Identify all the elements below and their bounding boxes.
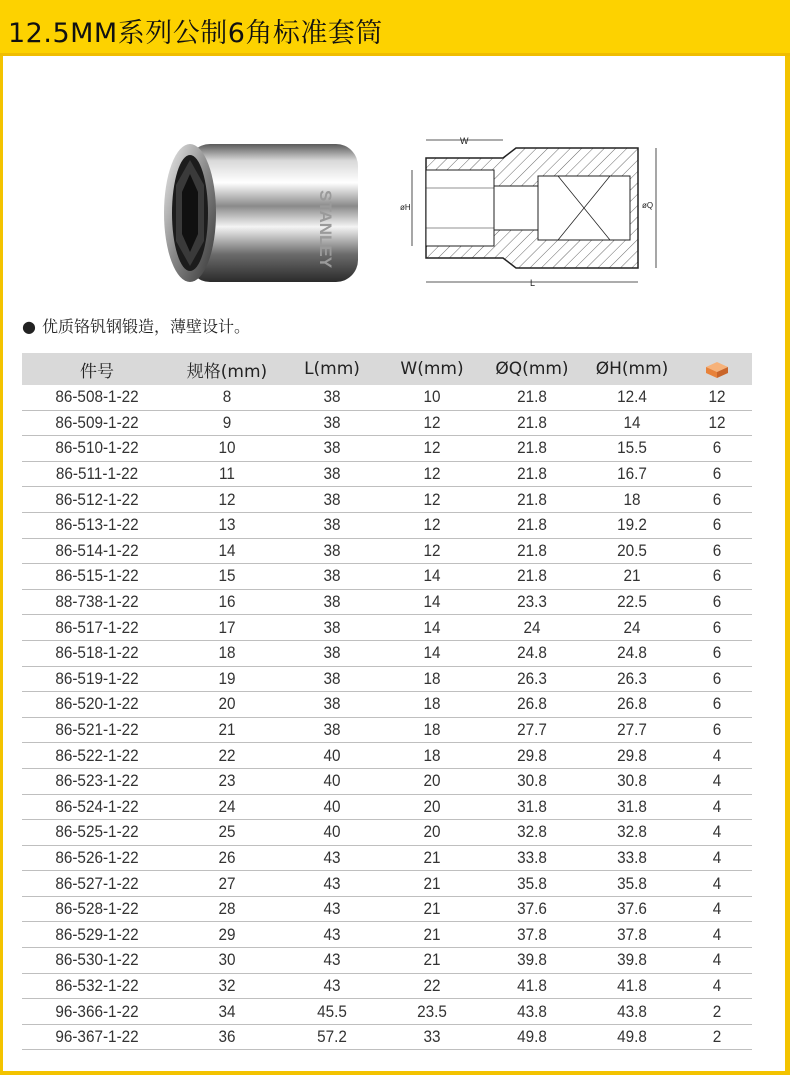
table-row [22,410,752,436]
cell-size: 12 [178,487,277,513]
cell-size: 25 [178,820,277,846]
cell-size: 13 [178,512,277,538]
cell-length: 38 [287,538,377,564]
cell-length: 38 [287,385,377,410]
cell-head-diameter: 14 [587,410,677,436]
table-row [22,512,752,538]
cell-part-number: 86-512-1-22 [30,487,165,513]
cell-package-qty: 2 [686,999,749,1025]
page-title: 12.5MM系列公制6角标准套筒 [8,18,383,49]
cell-width: 12 [387,410,477,436]
cell-size: 26 [178,845,277,871]
bottom-frame-border [0,1071,790,1075]
cell-size: 23 [178,768,277,794]
cell-outer-diameter: 23.3 [487,589,577,615]
cell-part-number: 86-520-1-22 [30,692,165,718]
cell-head-diameter: 16.7 [587,461,677,487]
table-row [22,615,752,641]
cell-width: 20 [387,820,477,846]
cell-package-qty: 12 [686,410,749,436]
cell-size: 11 [178,461,277,487]
cell-size: 32 [178,973,277,999]
cell-outer-diameter: 43.8 [487,999,577,1025]
table-row [22,487,752,513]
cell-package-qty: 4 [686,794,749,820]
cell-package-qty: 6 [686,640,749,666]
cell-head-diameter: 33.8 [587,845,677,871]
cell-part-number: 86-522-1-22 [30,743,165,769]
cell-package-qty: 4 [686,845,749,871]
cell-head-diameter: 41.8 [587,973,677,999]
cell-package-qty: 6 [686,717,749,743]
cell-size: 16 [178,589,277,615]
cell-size: 17 [178,615,277,641]
cell-size: 22 [178,743,277,769]
cell-length: 38 [287,410,377,436]
cell-outer-diameter: 49.8 [487,1024,577,1050]
cell-length: 43 [287,871,377,897]
cell-size: 8 [178,385,277,410]
cell-part-number: 86-519-1-22 [30,666,165,692]
cell-part-number: 86-517-1-22 [30,615,165,641]
table-row [22,692,752,718]
cell-part-number: 86-515-1-22 [30,564,165,590]
cell-outer-diameter: 21.8 [487,538,577,564]
cell-length: 45.5 [287,999,377,1025]
cell-package-qty: 6 [686,538,749,564]
cell-part-number: 86-528-1-22 [30,896,165,922]
cell-width: 14 [387,564,477,590]
cell-part-number: 86-523-1-22 [30,768,165,794]
cell-width: 12 [387,538,477,564]
cell-package-qty: 4 [686,896,749,922]
header-width: W(mm) [382,353,482,385]
cell-width: 20 [387,768,477,794]
cell-size: 24 [178,794,277,820]
left-frame-border [0,0,3,1075]
cell-length: 40 [287,820,377,846]
cell-width: 18 [387,666,477,692]
header-size: 规格(mm) [172,353,282,385]
cell-size: 28 [178,896,277,922]
table-row [22,896,752,922]
cell-head-diameter: 31.8 [587,794,677,820]
table-row [22,717,752,743]
cell-part-number: 96-366-1-22 [30,999,165,1025]
cell-head-diameter: 43.8 [587,999,677,1025]
cell-head-diameter: 20.5 [587,538,677,564]
cell-part-number: 86-527-1-22 [30,871,165,897]
cell-package-qty: 4 [686,922,749,948]
table-row [22,564,752,590]
table-row [22,845,752,871]
cell-length: 38 [287,692,377,718]
cell-outer-diameter: 33.8 [487,845,577,871]
cell-part-number: 86-532-1-22 [30,973,165,999]
dim-label-q: øQ [642,201,654,210]
cell-length: 43 [287,922,377,948]
cell-width: 10 [387,385,477,410]
cell-length: 43 [287,973,377,999]
cell-package-qty: 4 [686,820,749,846]
cell-package-qty: 4 [686,743,749,769]
photo-brand-text: STANLEY [316,190,335,269]
cell-size: 10 [178,436,277,462]
dim-label-h: øH [400,203,411,212]
cell-length: 38 [287,589,377,615]
cell-outer-diameter: 21.8 [487,410,577,436]
cell-length: 43 [287,948,377,974]
cell-head-diameter: 29.8 [587,743,677,769]
header-package-qty [682,353,752,385]
feature-line [22,314,250,337]
table-row [22,922,752,948]
cell-width: 21 [387,948,477,974]
cell-width: 12 [387,461,477,487]
cell-head-diameter: 49.8 [587,1024,677,1050]
table-row [22,948,752,974]
cell-length: 43 [287,845,377,871]
cell-length: 38 [287,564,377,590]
cell-width: 18 [387,743,477,769]
cell-head-diameter: 24.8 [587,640,677,666]
bullet-icon: ● [22,317,36,336]
cell-width: 23.5 [387,999,477,1025]
cell-outer-diameter: 24.8 [487,640,577,666]
table-row [22,589,752,615]
cell-width: 18 [387,692,477,718]
cell-head-diameter: 19.2 [587,512,677,538]
header-head-diameter: ØH(mm) [582,353,682,385]
cell-outer-diameter: 27.7 [487,717,577,743]
cell-outer-diameter: 29.8 [487,743,577,769]
cell-package-qty: 4 [686,973,749,999]
cell-package-qty: 6 [686,461,749,487]
cell-length: 40 [287,743,377,769]
cell-width: 33 [387,1024,477,1050]
cell-length: 40 [287,794,377,820]
spec-table [22,353,752,1050]
cell-size: 19 [178,666,277,692]
cell-package-qty: 6 [686,666,749,692]
socket-photo [160,130,380,295]
cell-part-number: 86-508-1-22 [30,385,165,410]
cell-width: 21 [387,871,477,897]
cell-width: 14 [387,615,477,641]
cell-package-qty: 6 [686,615,749,641]
table-header-row [22,353,752,385]
cell-part-number: 86-509-1-22 [30,410,165,436]
cell-width: 14 [387,589,477,615]
cell-width: 22 [387,973,477,999]
cell-head-diameter: 15.5 [587,436,677,462]
table-row [22,666,752,692]
table-row [22,820,752,846]
cell-head-diameter: 37.8 [587,922,677,948]
cell-length: 38 [287,487,377,513]
cell-package-qty: 4 [686,768,749,794]
cell-size: 29 [178,922,277,948]
cell-outer-diameter: 26.8 [487,692,577,718]
table-row [22,999,752,1025]
table-row [22,1024,752,1050]
header-part-number: 件号 [22,353,172,385]
cell-head-diameter: 26.8 [587,692,677,718]
cell-outer-diameter: 32.8 [487,820,577,846]
cell-part-number: 86-511-1-22 [30,461,165,487]
cell-width: 21 [387,845,477,871]
cell-width: 12 [387,487,477,513]
table-row [22,461,752,487]
cell-outer-diameter: 31.8 [487,794,577,820]
cell-outer-diameter: 21.8 [487,564,577,590]
cell-length: 38 [287,436,377,462]
cell-outer-diameter: 26.3 [487,666,577,692]
cell-outer-diameter: 41.8 [487,973,577,999]
dim-label-l: L [530,278,536,288]
table-row [22,794,752,820]
cell-length: 43 [287,896,377,922]
header-length: L(mm) [282,353,382,385]
cell-width: 12 [387,436,477,462]
cell-package-qty: 6 [686,589,749,615]
cell-head-diameter: 35.8 [587,871,677,897]
cell-head-diameter: 26.3 [587,666,677,692]
cell-head-diameter: 22.5 [587,589,677,615]
table-row [22,743,752,769]
cell-part-number: 86-513-1-22 [30,512,165,538]
cell-size: 36 [178,1024,277,1050]
cell-size: 34 [178,999,277,1025]
cell-package-qty: 2 [686,1024,749,1050]
cell-length: 40 [287,768,377,794]
cell-head-diameter: 39.8 [587,948,677,974]
cell-size: 21 [178,717,277,743]
cell-length: 38 [287,461,377,487]
cell-size: 18 [178,640,277,666]
cell-outer-diameter: 21.8 [487,385,577,410]
cell-head-diameter: 37.6 [587,896,677,922]
cell-width: 18 [387,717,477,743]
feature-text: 优质铬钒钢锻造，薄壁设计。 [41,317,250,336]
cell-length: 38 [287,717,377,743]
cell-length: 38 [287,666,377,692]
cell-width: 12 [387,512,477,538]
cell-size: 9 [178,410,277,436]
cell-package-qty: 6 [686,436,749,462]
table-row [22,385,752,410]
cell-outer-diameter: 21.8 [487,512,577,538]
cell-width: 21 [387,922,477,948]
right-frame-border [785,0,790,1075]
cell-length: 38 [287,615,377,641]
cell-size: 15 [178,564,277,590]
cell-head-diameter: 21 [587,564,677,590]
cell-part-number: 86-514-1-22 [30,538,165,564]
table-row [22,871,752,897]
cell-width: 14 [387,640,477,666]
cell-size: 30 [178,948,277,974]
table-row [22,640,752,666]
cell-outer-diameter: 37.8 [487,922,577,948]
cell-part-number: 86-526-1-22 [30,845,165,871]
cell-outer-diameter: 21.8 [487,436,577,462]
table-row [22,436,752,462]
cell-head-diameter: 32.8 [587,820,677,846]
cell-part-number: 86-524-1-22 [30,794,165,820]
cell-head-diameter: 27.7 [587,717,677,743]
cell-part-number: 88-738-1-22 [30,589,165,615]
cell-outer-diameter: 35.8 [487,871,577,897]
cell-package-qty: 6 [686,512,749,538]
table-row [22,768,752,794]
cell-head-diameter: 24 [587,615,677,641]
cell-part-number: 86-529-1-22 [30,922,165,948]
carton-box-icon [704,359,730,379]
cell-part-number: 86-510-1-22 [30,436,165,462]
table-row [22,973,752,999]
cell-package-qty: 4 [686,871,749,897]
cell-package-qty: 4 [686,948,749,974]
title-bar [0,0,790,56]
cell-length: 38 [287,640,377,666]
cell-width: 20 [387,794,477,820]
cell-size: 27 [178,871,277,897]
cell-head-diameter: 30.8 [587,768,677,794]
cell-length: 57.2 [287,1024,377,1050]
cell-size: 14 [178,538,277,564]
table-row [22,538,752,564]
cell-part-number: 96-367-1-22 [30,1024,165,1050]
socket-cross-section-diagram [398,128,678,293]
cell-package-qty: 6 [686,692,749,718]
cell-outer-diameter: 21.8 [487,461,577,487]
cell-outer-diameter: 21.8 [487,487,577,513]
header-outer-diameter: ØQ(mm) [482,353,582,385]
dim-label-w: W [460,136,469,146]
cell-part-number: 86-525-1-22 [30,820,165,846]
cell-size: 20 [178,692,277,718]
cell-head-diameter: 18 [587,487,677,513]
cell-length: 38 [287,512,377,538]
cell-outer-diameter: 37.6 [487,896,577,922]
cell-outer-diameter: 24 [487,615,577,641]
cell-width: 21 [387,896,477,922]
cell-head-diameter: 12.4 [587,385,677,410]
cell-outer-diameter: 30.8 [487,768,577,794]
cell-package-qty: 6 [686,564,749,590]
cell-part-number: 86-530-1-22 [30,948,165,974]
cell-part-number: 86-521-1-22 [30,717,165,743]
cell-outer-diameter: 39.8 [487,948,577,974]
cell-package-qty: 12 [686,385,749,410]
cell-package-qty: 6 [686,487,749,513]
cell-part-number: 86-518-1-22 [30,640,165,666]
